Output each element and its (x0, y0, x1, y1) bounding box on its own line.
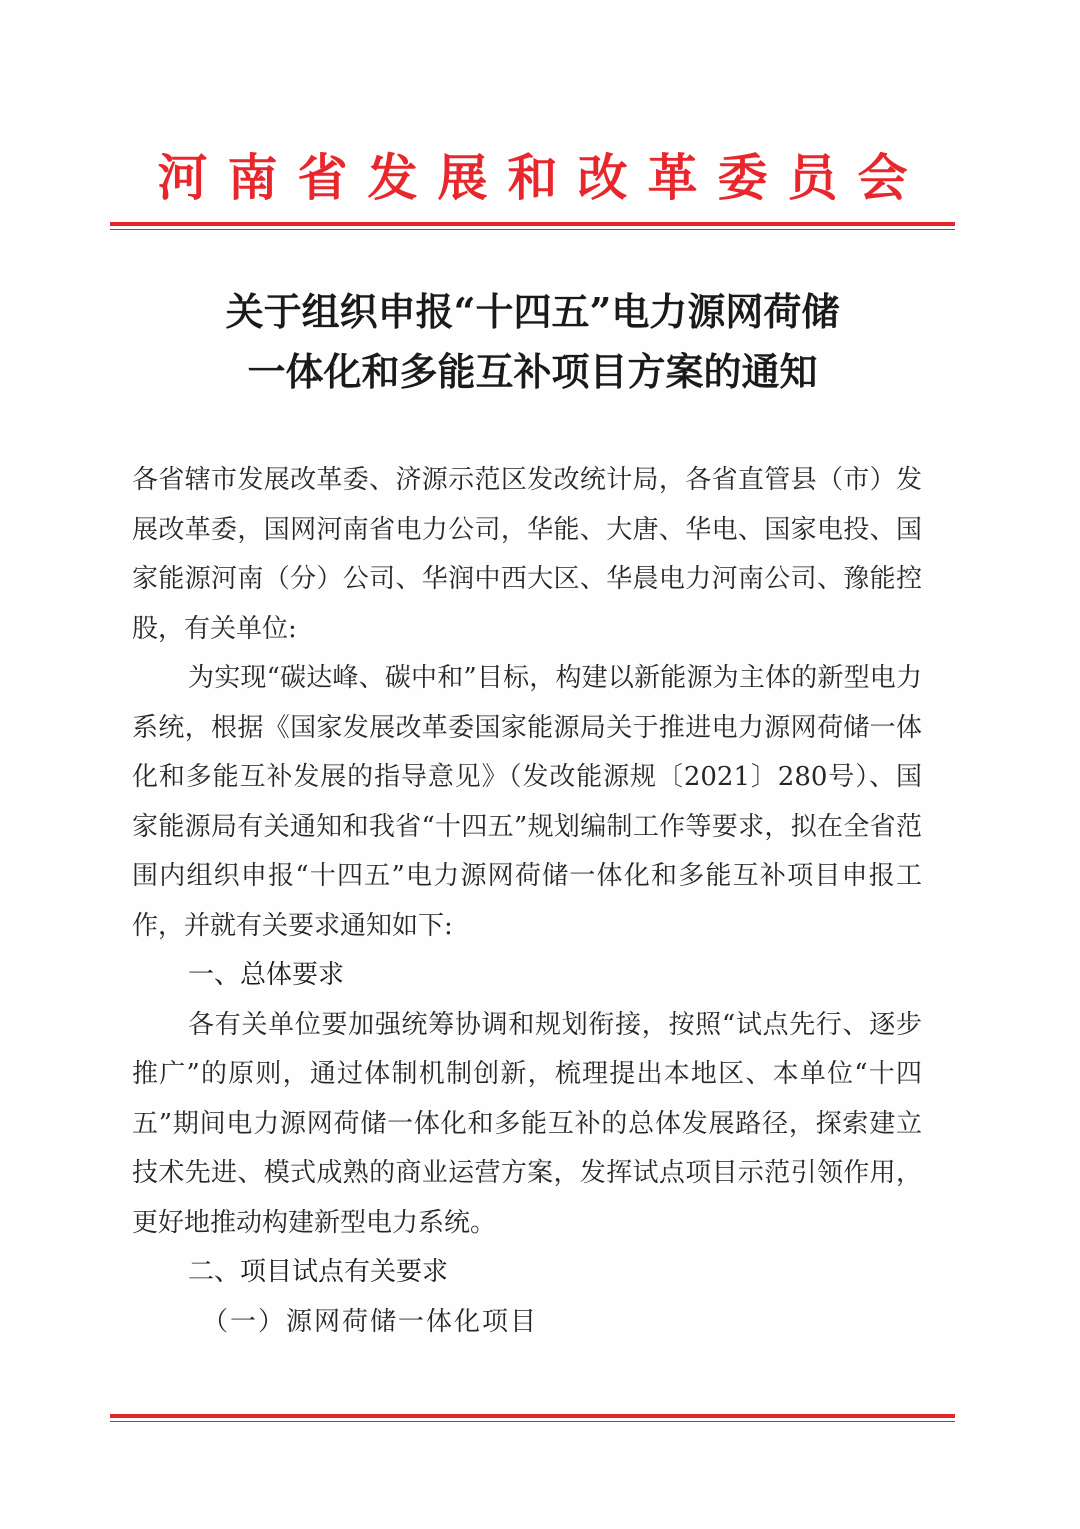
section-2-heading: 二、项目试点有关要求 (188, 1257, 449, 1287)
letterhead-red-rule (110, 222, 955, 230)
document-title-line-2: 一体化和多能互补项目方案的通知 (247, 349, 818, 394)
document-title-line-1: 关于组织申报“十四五”电力源网荷储 (225, 289, 840, 334)
section-1-paragraph: 各有关单位要加强统筹协调和规划衔接，按照“试点先行、逐步推广”的原则，通过体制机制创新，梳理提出本地区、本单位“十四五”期间电力源网荷储一体化和多能互补的总体发展路径，探索建立技术先进、模式成熟的商业运营方案，发挥试点项目示范引领作用，更好地推动构建新型电力系统。 (132, 1009, 922, 1238)
section-1-heading: 一、总体要求 (188, 960, 345, 990)
rule-thin-line (110, 1421, 955, 1422)
document-body (132, 456, 922, 1347)
section-2-subheading-1: （一）源网荷储一体化项目 (202, 1306, 539, 1337)
agency-letterhead: 河南省发展和改革委员会 (157, 149, 928, 207)
footer-red-rule (110, 1414, 955, 1422)
recipients-paragraph: 各省辖市发展改革委、济源示范区发改统计局，各省直管县（市）发展改革委，国网河南省电力公司，华能、大唐、华电、国家电投、国家能源河南（分）公司、华润中西大区、华晨电力河南公司、豫能控股，有关单位: (132, 465, 922, 644)
intro-paragraph: 为实现“碳达峰、碳中和”目标，构建以新能源为主体的新型电力系统，根据《国家发展改革委国家能源局关于推进电力源网荷储一体化和多能互补发展的指导意见》（发改能源规〔2021〕280号）、国家能源局有关通知和我省“十四五”规划编制工作等要求，拟在全省范围内组织申报“十四五”电力源网荷储一体化和多能互补项目申报工作，并就有关要求通知如下: (132, 663, 922, 941)
rule-thick-line (110, 222, 955, 226)
rule-thick-line (110, 1414, 955, 1418)
document-title (110, 282, 955, 402)
rule-thin-line (110, 229, 955, 230)
